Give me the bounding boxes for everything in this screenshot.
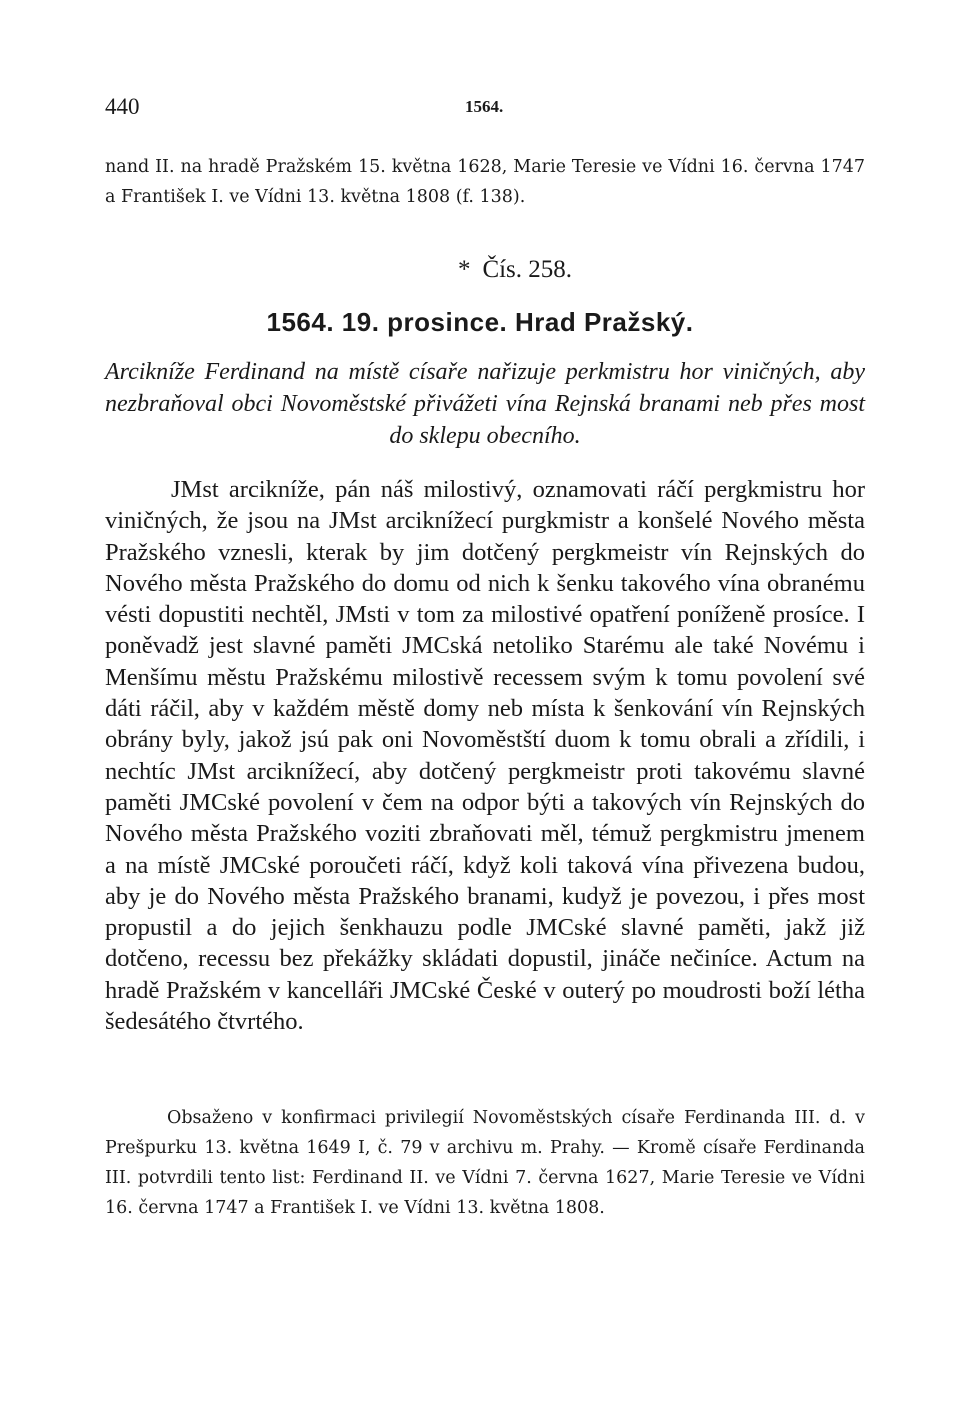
document-regest: Arcikníže Ferdinand na místě císaře nařizuje perkmistru hor viničných, aby nezbraňoval obci Novoměstské přivážeti vína Rejnská branami neb přes most do sklepu obecního. (105, 359, 865, 449)
page-number: 440 (105, 94, 140, 119)
document-body: JMst arcikníže, pán náš milostivý, oznamovati ráčí pergkmistru hor viničných, že jsou na JMst arciknížecí purgkmistr a konšelé Nového města Pražského vznesli, kterak by jim dotčený pergkmeistr vín Rejnských do Nového města Pražského do domu od nich k šenku takového vína obranému vésti dopustiti nechtěl, JMsti v tom za milostivé opatření poníženě prosíce. I poněvadž jest slavné paměti JMCská netoliko Starému ale také Novému i Menšímu městu Pražskému milostivě recessem svým k tomu povolení své dáti ráčil, aby v každém městě domy neb místa k šenkování vín Rejnských obrány byly, jakož jsú pak oni Novoměstští duom k tomu obrali a zřídili, i nechtíc JMst arciknížecí, aby dotčený pergkmeistr proti takovému slavné paměti JMCské povolení v čem na odpor býti a takových vín Rejnských do Nového města Pražského voziti zbraňovati měl, témuž pergkmistru jmenem a na místě JMCské poroučeti ráčí, když koli taková vína přivezena budou, aby je do Nového města Pražského branami, kudyž je povezou, i přes most propustil a do jejich šenkhauzu podle JMCské slavné paměti, jakž již dotčeno, recessu bez překážky skládati dopustil, jináče nečiníce. Actum na hradě Pražském v kancelláři JMCské České v outerý po moudrosti boží létha šedesátého čtvrtého. (105, 476, 865, 1036)
page-header (105, 94, 865, 124)
document-number-label: Čís. 258. (482, 256, 573, 283)
source-note: Obsaženo v konfirmaci privilegií Novoměstských císaře Ferdinanda III. d. v Prešpurku 13. května 1649 I, č. 79 v archivu m. Prahy. — Kromě císaře Ferdinanda III. potvrdili tento list: Ferdinand II. ve Vídni 7. června 1627, Marie Teresie ve Vídni 16. června 1747 a František I. ve Vídni 13. května 1808. (105, 1108, 865, 1218)
document-number (0, 256, 960, 284)
document-dateline: 1564. 19. prosince. Hrad Pražský. (266, 307, 694, 337)
asterisk-mark: * (457, 256, 471, 283)
previous-document-note-continuation: nand II. na hradě Pražském 15. května 1628, Marie Teresie ve Vídni 16. června 1747 a František I. ve Vídni 13. května 1808 (f. 138). (105, 157, 865, 207)
running-head-year: 1564. (465, 97, 504, 116)
